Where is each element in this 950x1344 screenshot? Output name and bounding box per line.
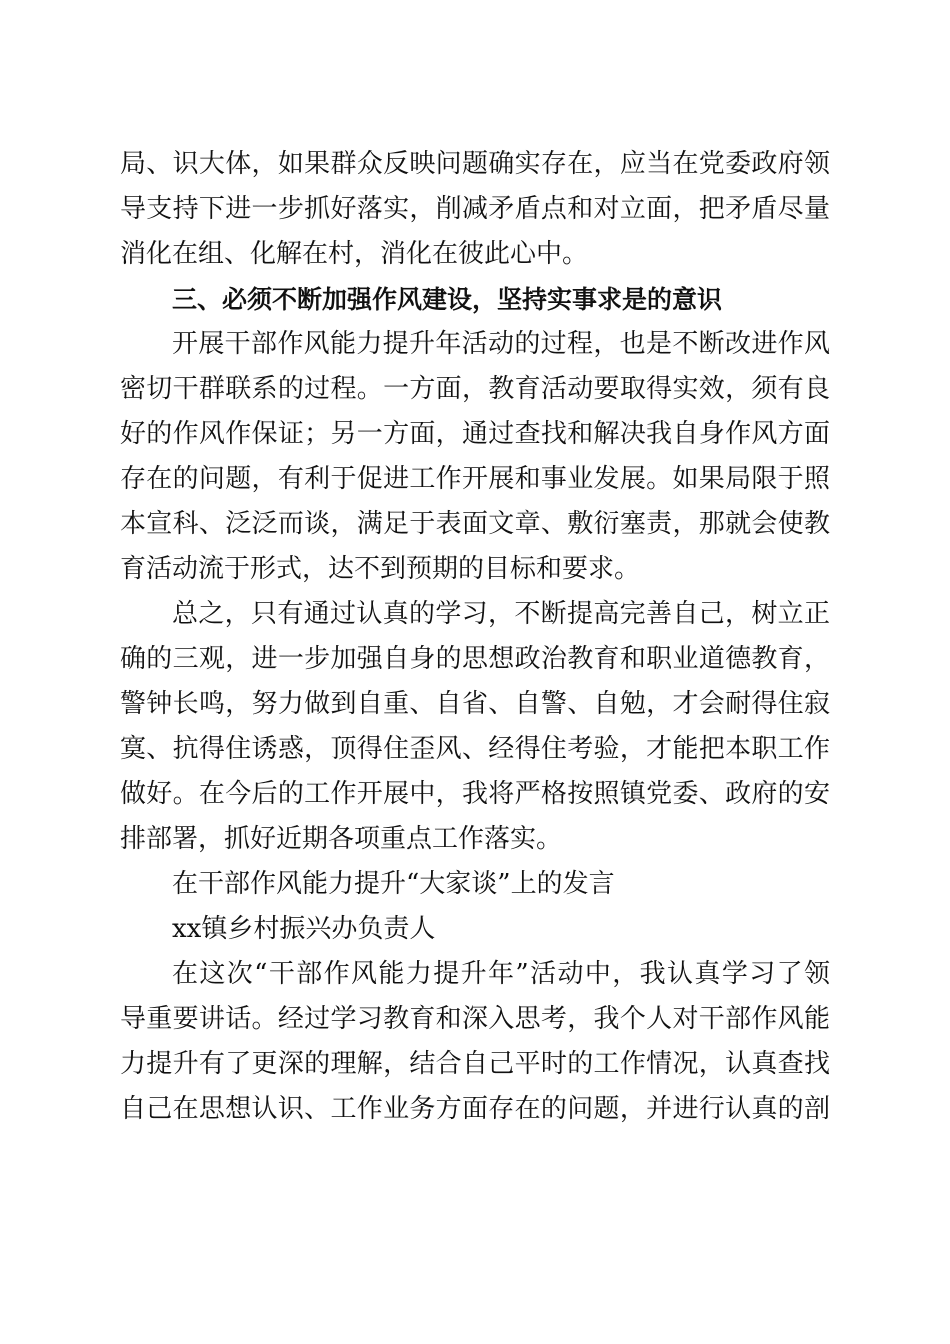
text-line: 消化在组、化解在村，消化在彼此心中。 [120, 239, 589, 269]
text-line: 排部署，抓好近期各项重点工作落实。 [120, 824, 563, 854]
text-line: 自己在思想认识、工作业务方面存在的问题，并进行认真的剖 [120, 1094, 830, 1124]
text-line: 密切干群联系的过程。一方面，教育活动要取得实效，须有良 [120, 374, 830, 404]
text-line: 局、识大体，如果群众反映问题确实存在，应当在党委政府领 [120, 149, 830, 179]
text-line: 做好。在今后的工作开展中，我将严格按照镇党委、政府的安 [120, 779, 830, 809]
text-line: 寞、抗得住诱惑，顶得住歪风、经得住考验，才能把本职工作 [120, 734, 830, 764]
document-body [120, 142, 830, 1132]
speech-title: 在干部作风能力提升“大家谈”上的发言 [172, 869, 615, 899]
text-line: 本宣科、泛泛而谈，满足于表面文章、敷衍塞责，那就会使教 [120, 509, 830, 539]
text-line: 总之，只有通过认真的学习，不断提高完善自己，树立正 [172, 599, 830, 629]
section-heading: 三、必须不断加强作风建设，坚持实事求是的意识 [172, 285, 723, 314]
text-line: 确的三观，进一步加强自身的思想政治教育和职业道德教育， [120, 644, 830, 674]
text-line: 导重要讲话。经过学习教育和深入思考，我个人对干部作风能 [120, 1004, 830, 1034]
text-line: 好的作风作保证；另一方面，通过查找和解决我自身作风方面 [120, 419, 830, 449]
speaker-line: xx镇乡村振兴办负责人 [172, 914, 436, 944]
text-line: 存在的问题，有利于促进工作开展和事业发展。如果局限于照 [120, 464, 830, 494]
text-line: 力提升有了更深的理解，结合自己平时的工作情况，认真查找 [120, 1049, 830, 1079]
text-line: 警钟长鸣，努力做到自重、自省、自警、自勉，才会耐得住寂 [120, 689, 830, 719]
text-line: 导支持下进一步抓好落实，削减矛盾点和对立面，把矛盾尽量 [120, 194, 830, 224]
text-line: 育活动流于形式，达不到预期的目标和要求。 [120, 554, 641, 584]
text-line: 开展干部作风能力提升年活动的过程，也是不断改进作风 [172, 329, 830, 359]
text-line: 在这次“干部作风能力提升年”活动中，我认真学习了领 [172, 959, 830, 989]
